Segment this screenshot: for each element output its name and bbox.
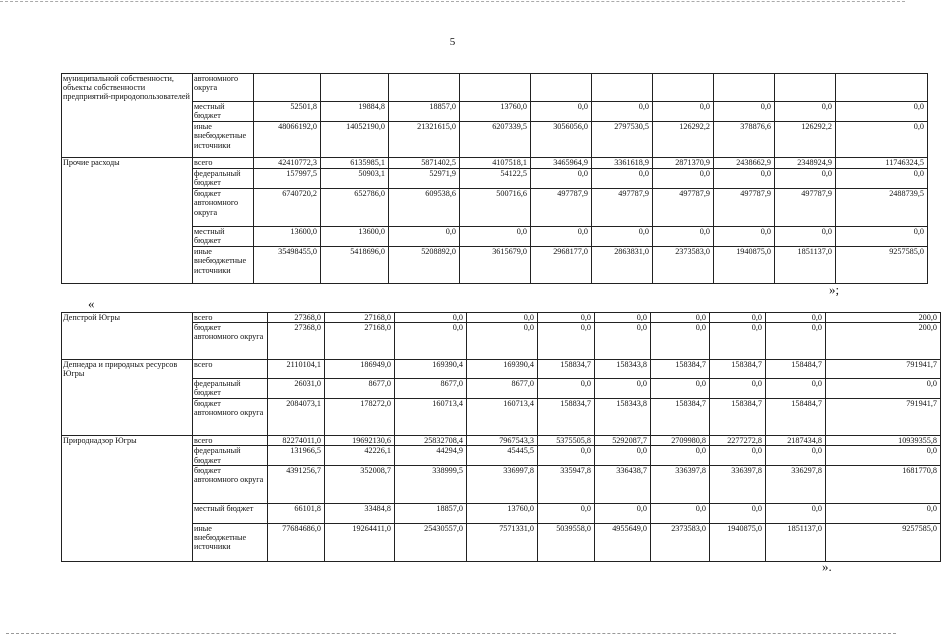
value-cell (714, 74, 775, 102)
source-cell: бюджет автономного округа (193, 189, 254, 227)
value-cell: 0,0 (595, 313, 651, 323)
value-cell: 66101,8 (268, 503, 325, 523)
value-cell: 8677,0 (325, 379, 395, 399)
value-cell: 0,0 (710, 503, 766, 523)
value-cell: 378876,6 (714, 122, 775, 158)
value-cell: 2277272,8 (710, 436, 766, 446)
category-cell: Депнедра и природных ресурсов Югры (62, 360, 193, 379)
value-cell: 158834,7 (538, 399, 595, 436)
value-cell: 0,0 (592, 227, 653, 247)
value-cell: 200,0 (826, 323, 941, 360)
value-cell: 13760,0 (460, 102, 531, 122)
value-cell: 791941,7 (826, 360, 941, 379)
source-cell: федеральный бюджет (193, 446, 268, 465)
value-cell: 42226,1 (325, 446, 395, 465)
value-cell: 0,0 (653, 227, 714, 247)
table-row (62, 158, 928, 169)
category-cell (62, 399, 193, 436)
value-cell: 0,0 (538, 446, 595, 465)
value-cell: 0,0 (389, 227, 460, 247)
category-cell: Депстрой Югры (62, 313, 193, 323)
value-cell: 0,0 (595, 323, 651, 360)
category-cell: Прочие расходы (62, 158, 193, 169)
value-cell: 1681770,8 (826, 465, 941, 503)
value-cell: 2709980,8 (651, 436, 710, 446)
value-cell: 336397,8 (710, 465, 766, 503)
category-cell (62, 122, 193, 158)
value-cell: 25430557,0 (395, 523, 467, 561)
value-cell: 9257585,0 (836, 247, 928, 284)
category-cell: муниципальной собственности, объекты собственности предприятий-природопользователей (62, 74, 193, 102)
category-cell (62, 465, 193, 503)
value-cell (592, 74, 653, 102)
table-row (62, 379, 941, 399)
value-cell: 27168,0 (325, 313, 395, 323)
value-cell: 158384,7 (710, 360, 766, 379)
source-cell: местный бюджет (193, 102, 254, 122)
value-cell: 0,0 (467, 323, 538, 360)
value-cell: 0,0 (826, 503, 941, 523)
value-cell: 1851137,0 (775, 247, 836, 284)
value-cell: 35498455,0 (254, 247, 321, 284)
value-cell: 10939355,8 (826, 436, 941, 446)
source-cell: всего (193, 360, 268, 379)
value-cell: 352008,7 (325, 465, 395, 503)
value-cell: 169390,4 (395, 360, 467, 379)
value-cell: 0,0 (595, 503, 651, 523)
source-cell: федеральный бюджет (193, 379, 268, 399)
value-cell: 4955649,0 (595, 523, 651, 561)
value-cell: 158384,7 (651, 360, 710, 379)
table-row (62, 227, 928, 247)
value-cell: 0,0 (775, 169, 836, 189)
value-cell: 497787,9 (714, 189, 775, 227)
value-cell: 54122,5 (460, 169, 531, 189)
value-cell: 0,0 (651, 503, 710, 523)
table-row (62, 169, 928, 189)
value-cell: 5292087,7 (595, 436, 651, 446)
value-cell: 77684686,0 (268, 523, 325, 561)
value-cell: 6207339,5 (460, 122, 531, 158)
value-cell: 0,0 (651, 446, 710, 465)
value-cell: 0,0 (531, 169, 592, 189)
value-cell: 0,0 (836, 227, 928, 247)
value-cell: 652786,0 (321, 189, 389, 227)
value-cell (254, 74, 321, 102)
value-cell: 2373583,0 (653, 247, 714, 284)
source-cell: всего (193, 436, 268, 446)
value-cell: 160713,4 (467, 399, 538, 436)
value-cell: 158343,8 (595, 360, 651, 379)
value-cell: 158384,7 (651, 399, 710, 436)
value-cell: 6740720,2 (254, 189, 321, 227)
category-cell (62, 323, 193, 360)
value-cell: 0,0 (836, 102, 928, 122)
source-cell: федеральный бюджет (193, 169, 254, 189)
value-cell: 27168,0 (325, 323, 395, 360)
source-cell: иные внебюджетные источники (193, 247, 254, 284)
value-cell: 0,0 (714, 169, 775, 189)
value-cell: 0,0 (710, 379, 766, 399)
value-cell: 5375505,8 (538, 436, 595, 446)
page-number: 5 (449, 36, 456, 48)
value-cell: 158484,7 (766, 399, 826, 436)
value-cell: 0,0 (651, 313, 710, 323)
category-cell (62, 102, 193, 122)
table-row (62, 446, 941, 465)
value-cell: 19264411,0 (325, 523, 395, 561)
value-cell: 169390,4 (467, 360, 538, 379)
value-cell: 2871370,9 (653, 158, 714, 169)
category-cell: Природнадзор Югры (62, 436, 193, 446)
value-cell: 42410772,3 (254, 158, 321, 169)
category-cell (62, 227, 193, 247)
value-cell: 5871402,5 (389, 158, 460, 169)
value-cell: 11746324,5 (836, 158, 928, 169)
value-cell: 0,0 (467, 313, 538, 323)
category-cell (62, 189, 193, 227)
value-cell: 52501,8 (254, 102, 321, 122)
value-cell: 3465964,9 (531, 158, 592, 169)
value-cell: 0,0 (460, 227, 531, 247)
value-cell: 52971,9 (389, 169, 460, 189)
value-cell: 160713,4 (395, 399, 467, 436)
value-cell: 126292,2 (653, 122, 714, 158)
value-cell: 18857,0 (395, 503, 467, 523)
value-cell: 497787,9 (592, 189, 653, 227)
table-row (62, 323, 941, 360)
source-cell: бюджет автономного округа (193, 323, 268, 360)
value-cell: 0,0 (592, 102, 653, 122)
table-row (62, 247, 928, 284)
value-cell: 25832708,4 (395, 436, 467, 446)
value-cell: 0,0 (531, 227, 592, 247)
source-cell: бюджет автономного округа (193, 465, 268, 503)
value-cell: 0,0 (766, 379, 826, 399)
value-cell: 27368,0 (268, 323, 325, 360)
value-cell: 2084073,1 (268, 399, 325, 436)
value-cell: 19692130,6 (325, 436, 395, 446)
value-cell: 186949,0 (325, 360, 395, 379)
table-row (62, 360, 941, 379)
table-row (62, 503, 941, 523)
value-cell: 13600,0 (254, 227, 321, 247)
value-cell: 2797530,5 (592, 122, 653, 158)
value-cell: 0,0 (710, 323, 766, 360)
value-cell: 0,0 (766, 323, 826, 360)
value-cell: 7571331,0 (467, 523, 538, 561)
source-cell: местный бюджет (193, 227, 254, 247)
budget-table-2-body (62, 313, 941, 562)
value-cell: 0,0 (653, 169, 714, 189)
value-cell: 8677,0 (395, 379, 467, 399)
value-cell: 0,0 (714, 102, 775, 122)
table-row (62, 523, 941, 561)
value-cell: 33484,8 (325, 503, 395, 523)
value-cell: 26031,0 (268, 379, 325, 399)
value-cell: 0,0 (766, 503, 826, 523)
value-cell: 200,0 (826, 313, 941, 323)
budget-table-1-body (62, 74, 928, 284)
value-cell: 0,0 (395, 313, 467, 323)
value-cell: 0,0 (836, 169, 928, 189)
value-cell: 50903,1 (321, 169, 389, 189)
value-cell: 0,0 (714, 227, 775, 247)
table-row (62, 313, 941, 323)
budget-table-1 (61, 73, 928, 284)
value-cell: 2863831,0 (592, 247, 653, 284)
value-cell: 14052190,0 (321, 122, 389, 158)
value-cell: 1940875,0 (714, 247, 775, 284)
value-cell: 8677,0 (467, 379, 538, 399)
value-cell: 7967543,3 (467, 436, 538, 446)
value-cell: 158834,7 (538, 360, 595, 379)
value-cell: 158343,8 (595, 399, 651, 436)
value-cell: 497787,9 (775, 189, 836, 227)
value-cell: 0,0 (595, 379, 651, 399)
value-cell: 336438,7 (595, 465, 651, 503)
value-cell: 157997,5 (254, 169, 321, 189)
value-cell: 0,0 (826, 379, 941, 399)
value-cell: 497787,9 (653, 189, 714, 227)
closing-quote-2: ». (822, 559, 832, 574)
value-cell: 0,0 (826, 446, 941, 465)
value-cell: 0,0 (538, 379, 595, 399)
value-cell: 19884,8 (321, 102, 389, 122)
scan-bottom-edge (6, 633, 896, 634)
closing-quote-1: »; (829, 282, 840, 297)
value-cell: 338999,5 (395, 465, 467, 503)
source-cell: иные внебюджетные источники (193, 122, 254, 158)
value-cell: 6135985,1 (321, 158, 389, 169)
value-cell: 0,0 (766, 446, 826, 465)
value-cell: 5039558,0 (538, 523, 595, 561)
value-cell: 5418696,0 (321, 247, 389, 284)
table-row (62, 465, 941, 503)
value-cell: 2348924,9 (775, 158, 836, 169)
value-cell: 3615679,0 (460, 247, 531, 284)
value-cell: 178272,0 (325, 399, 395, 436)
value-cell (531, 74, 592, 102)
value-cell (321, 74, 389, 102)
value-cell (460, 74, 531, 102)
value-cell: 0,0 (531, 102, 592, 122)
value-cell: 0,0 (775, 227, 836, 247)
value-cell: 0,0 (653, 102, 714, 122)
value-cell: 336397,8 (651, 465, 710, 503)
value-cell: 4391256,7 (268, 465, 325, 503)
table-row (62, 399, 941, 436)
table-row (62, 122, 928, 158)
category-cell (62, 247, 193, 284)
value-cell: 3056056,0 (531, 122, 592, 158)
value-cell (653, 74, 714, 102)
table-row (62, 74, 928, 102)
value-cell: 2488739,5 (836, 189, 928, 227)
source-cell: местный бюджет (193, 503, 268, 523)
value-cell: 2968177,0 (531, 247, 592, 284)
value-cell (836, 74, 928, 102)
category-cell (62, 169, 193, 189)
opening-quote: « (88, 296, 95, 311)
value-cell: 21321615,0 (389, 122, 460, 158)
value-cell: 0,0 (775, 102, 836, 122)
value-cell: 0,0 (710, 446, 766, 465)
value-cell: 0,0 (395, 323, 467, 360)
source-cell: всего (193, 313, 268, 323)
category-cell (62, 523, 193, 561)
value-cell: 336297,8 (766, 465, 826, 503)
value-cell: 0,0 (538, 323, 595, 360)
category-cell (62, 379, 193, 399)
value-cell: 0,0 (592, 169, 653, 189)
table-row (62, 102, 928, 122)
value-cell: 2373583,0 (651, 523, 710, 561)
value-cell: 1940875,0 (710, 523, 766, 561)
table-row (62, 189, 928, 227)
category-cell (62, 503, 193, 523)
value-cell: 131966,5 (268, 446, 325, 465)
value-cell: 1851137,0 (766, 523, 826, 561)
value-cell: 497787,9 (531, 189, 592, 227)
budget-table-2 (61, 312, 941, 562)
value-cell: 0,0 (595, 446, 651, 465)
value-cell: 82274011,0 (268, 436, 325, 446)
value-cell: 158384,7 (710, 399, 766, 436)
value-cell: 0,0 (538, 503, 595, 523)
value-cell: 13600,0 (321, 227, 389, 247)
value-cell: 18857,0 (389, 102, 460, 122)
value-cell: 2438662,9 (714, 158, 775, 169)
value-cell: 2187434,8 (766, 436, 826, 446)
value-cell: 0,0 (836, 122, 928, 158)
value-cell: 0,0 (766, 313, 826, 323)
value-cell: 13760,0 (467, 503, 538, 523)
value-cell: 126292,2 (775, 122, 836, 158)
source-cell: автономного округа (193, 74, 254, 102)
value-cell: 335947,8 (538, 465, 595, 503)
value-cell: 0,0 (651, 379, 710, 399)
value-cell: 158484,7 (766, 360, 826, 379)
source-cell: всего (193, 158, 254, 169)
value-cell: 2110104,1 (268, 360, 325, 379)
value-cell: 500716,6 (460, 189, 531, 227)
value-cell (389, 74, 460, 102)
value-cell: 3361618,9 (592, 158, 653, 169)
value-cell: 336997,8 (467, 465, 538, 503)
value-cell: 44294,9 (395, 446, 467, 465)
value-cell: 9257585,0 (826, 523, 941, 561)
value-cell: 0,0 (538, 313, 595, 323)
value-cell: 0,0 (651, 323, 710, 360)
value-cell: 27368,0 (268, 313, 325, 323)
value-cell (775, 74, 836, 102)
value-cell: 791941,7 (826, 399, 941, 436)
value-cell: 4107518,1 (460, 158, 531, 169)
value-cell: 45445,5 (467, 446, 538, 465)
value-cell: 609538,6 (389, 189, 460, 227)
value-cell: 48066192,0 (254, 122, 321, 158)
value-cell: 0,0 (710, 313, 766, 323)
scan-top-edge (0, 1, 905, 2)
table-row (62, 436, 941, 446)
source-cell: бюджет автономного округа (193, 399, 268, 436)
value-cell: 5208892,0 (389, 247, 460, 284)
source-cell: иные внебюджетные источники (193, 523, 268, 561)
category-cell (62, 446, 193, 465)
